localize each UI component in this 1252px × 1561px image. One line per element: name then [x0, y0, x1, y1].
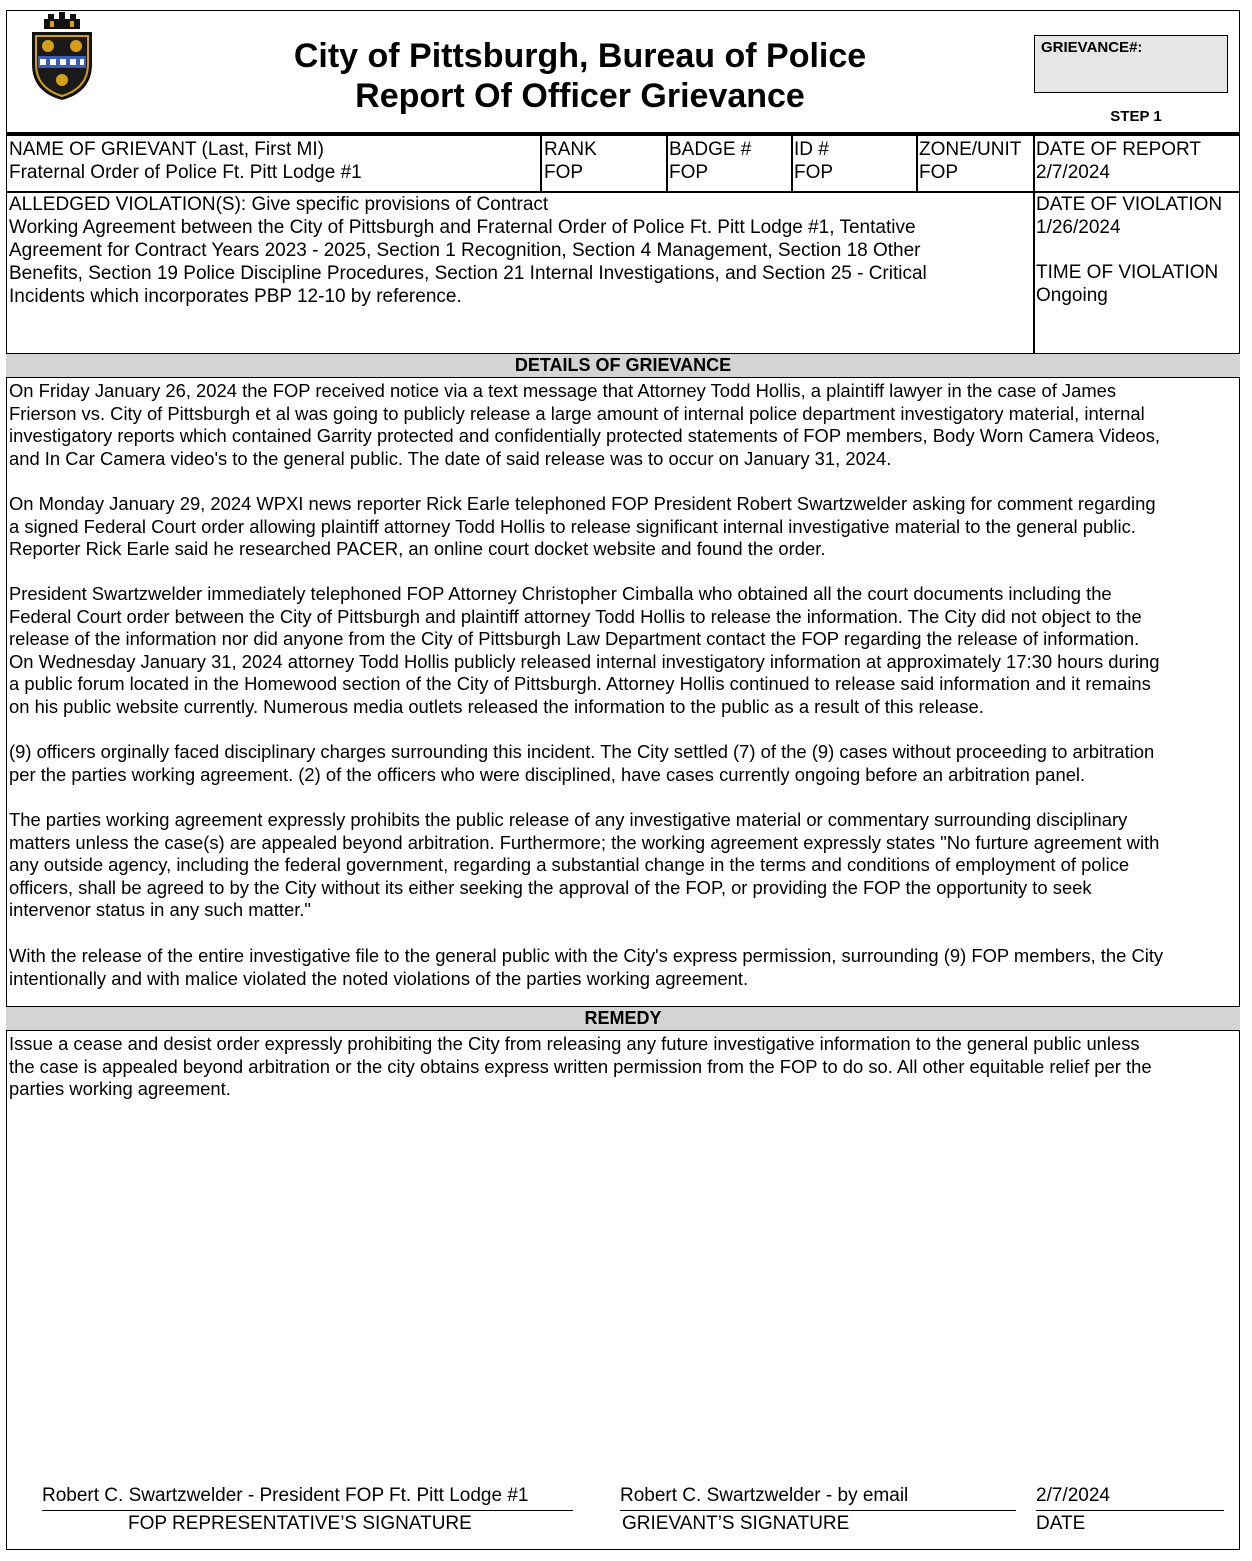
id-label: ID # [794, 139, 829, 160]
id-value: FOP [794, 162, 834, 183]
divider [791, 136, 793, 191]
remedy-text: Issue a cease and desist order expressly prohibiting the City from releasing any future investigative information to the general public unless the case is appealed beyond arbitration or the city obtains express written permission from the FOP to do so. All other equitable relief per the parties working agreement. [9, 1033, 1152, 1100]
step-label: STEP 1 [1110, 108, 1162, 125]
divider [666, 136, 668, 191]
name-label: NAME OF GRIEVANT (Last, First MI) [9, 139, 324, 160]
remedy-heading: REMEDY [6, 1006, 1240, 1031]
details-paragraph: With the release of the entire investigative file to the general public with the City's express permission, surrounding (9) FOP members, the City intentionally and with malice violated the noted violations of the parties working agreement. [9, 945, 1164, 989]
divider [540, 136, 542, 191]
name-value: Fraternal Order of Police Ft. Pitt Lodge #1 [9, 162, 362, 183]
zone-value: FOP [919, 162, 959, 183]
violation-label: ALLEDGED VIOLATION(S): Give specific provisions of Contract [9, 194, 549, 215]
grievance-number-field[interactable] [1034, 35, 1228, 93]
time-of-violation-value: Ongoing [1036, 285, 1108, 306]
badge-value: FOP [669, 162, 709, 183]
violation-line: Working Agreement between the City of Pittsburgh and Fraternal Order of Police Ft. Pitt Lodge #1, Tentative [9, 217, 916, 238]
details-heading: DETAILS OF GRIEVANCE [6, 353, 1240, 378]
grievant-signature-label: GRIEVANT’S SIGNATURE [622, 1513, 850, 1534]
grievance-number-label: GRIEVANCE#: [1041, 39, 1143, 56]
violation-line: Benefits, Section 19 Police Discipline Procedures, Section 21 Internal Investigations, and Section 25 - Critical [9, 263, 927, 284]
details-paragraph: On Friday January 26, 2024 the FOP received notice via a text message that Attorney Todd Hollis, a plaintiff lawyer in the case of James Frierson vs. City of Pittsburgh et al was going to publicly release a large amount of internal police department investigatory material, internal investigatory reports which contained Garrity protected and confidentially protected statements of FOP members, Body Worn Camera Videos, and In Car Camera video's to the general public. The date of said release was to occur on January 31, 2024. [9, 380, 1160, 469]
zone-label: ZONE/UNIT [919, 139, 1022, 160]
date-of-report-value: 2/7/2024 [1036, 162, 1110, 183]
time-of-violation-label: TIME OF VIOLATION [1036, 262, 1219, 283]
date-of-violation-value: 1/26/2024 [1036, 217, 1121, 238]
violation-line: Agreement for Contract Years 2023 - 2025, Section 1 Recognition, Section 4 Management, Section 18 Other [9, 240, 921, 261]
representative-signature-line [42, 1510, 573, 1511]
info-row-divider [6, 191, 1240, 193]
grievant-signature-value: Robert C. Swartzwelder - by email [620, 1485, 909, 1506]
representative-signature-label: FOP REPRESENTATIVE’S SIGNATURE [128, 1513, 472, 1534]
rank-label: RANK [544, 139, 597, 160]
representative-signature-value: Robert C. Swartzwelder - President FOP Ft. Pitt Lodge #1 [42, 1485, 529, 1506]
title-line-1: City of Pittsburgh, Bureau of Police [293, 37, 867, 75]
badge-label: BADGE # [669, 139, 752, 160]
date-of-violation-label: DATE OF VIOLATION [1036, 194, 1223, 215]
signature-date-label: DATE [1036, 1513, 1086, 1534]
signature-date-line [1036, 1510, 1224, 1511]
title-line-2: Report Of Officer Grievance [355, 77, 805, 115]
header-divider [6, 132, 1240, 136]
signature-date-value: 2/7/2024 [1036, 1485, 1110, 1506]
details-paragraph: (9) officers orginally faced disciplinary charges surrounding this incident. The City settled (7) of the (9) cases without proceeding to arbitration per the parties working agreement. (2) of the officers who were disciplined, have cases currently ongoing before an arbitration panel. [9, 741, 1155, 785]
rank-value: FOP [544, 162, 584, 183]
grievant-signature-line [620, 1510, 1016, 1511]
details-paragraph: The parties working agreement expressly prohibits the public release of any investigative material or commentary surrounding disciplinary matters unless the case(s) are appealed beyond arbitration. Furthermore; the working agreement expressly states "No furture agreement with any outside agency, including the federal government, regarding a substantial change in the terms and conditions of employment of police officers, shall be agreed to by the City without its either seeking the approval of the FOP, or providing the FOP the opportunity to seek intervenor status in any such matter." [9, 809, 1160, 921]
details-paragraph: On Monday January 29, 2024 WPXI news reporter Rick Earle telephoned FOP President Robert Swartzwelder asking for comment regarding a signed Federal Court order allowing plaintiff attorney Todd Hollis to release significant internal investigative material to the general public. Reporter Rick Earle said he researched PACER, an online court docket website and found the order. [9, 493, 1156, 560]
divider [916, 136, 918, 191]
violation-line: Incidents which incorporates PBP 12-10 by reference. [9, 286, 462, 307]
divider [1033, 136, 1035, 354]
city-seal-icon [26, 12, 98, 102]
details-paragraph: President Swartzwelder immediately telephoned FOP Attorney Christopher Cimballa who obtained all the court documents including the Federal Court order between the City of Pittsburgh and plaintiff attorney Todd Hollis to release the information. The City did not object to the release of the information nor did anyone from the City of Pittsburgh Law Department contact the FOP regarding the release of information. On Wednesday January 31, 2024 attorney Todd Hollis publicly released internal investigatory information at approximately 17:30 hours during a public forum located in the Homewood section of the City of Pittsburgh. Attorney Hollis continued to release said information and it remains on his public website currently. Numerous media outlets released the information to the public as a result of this release. [9, 583, 1160, 717]
date-of-report-label: DATE OF REPORT [1036, 139, 1202, 160]
